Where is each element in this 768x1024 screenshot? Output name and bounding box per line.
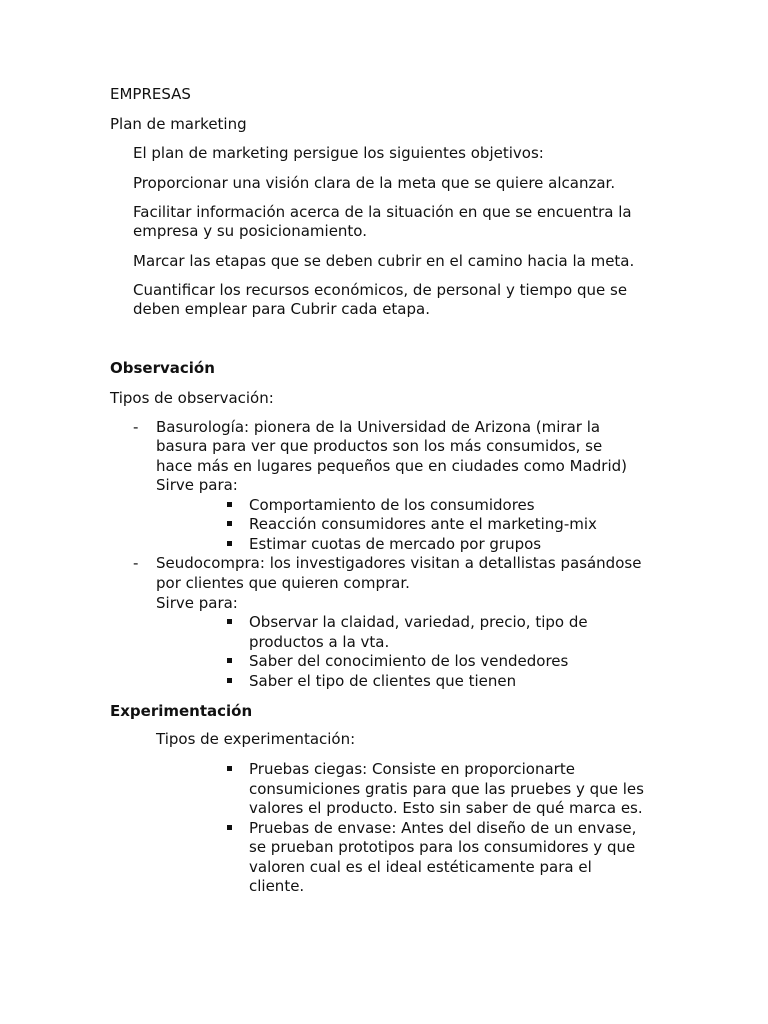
- observacion-heading: Observación: [110, 359, 215, 377]
- experimentacion-subheading: Tipos de experimentación:: [156, 730, 356, 748]
- bullet-line: valoren cual es el ideal estéticamente para el: [249, 858, 592, 876]
- observation-type-line: basura para ver que productos son los más consumidos, se: [156, 437, 603, 455]
- bullet-line: Comportamiento de los consumidores: [249, 496, 535, 514]
- objective-line: Facilitar información acerca de la situación en que se encuentra la: [133, 203, 632, 221]
- company-title: EMPRESAS: [110, 85, 191, 103]
- square-bullet-icon: [227, 658, 232, 663]
- dash-marker: -: [133, 418, 139, 436]
- observation-type-line: Basurología: pionera de la Universidad de Arizona (mirar la: [156, 418, 601, 436]
- bullet-line: Pruebas ciegas: Consiste en proporcionarte: [249, 760, 575, 778]
- experimentacion-heading: Experimentación: [110, 702, 253, 720]
- objective-line: Cuantificar los recursos económicos, de personal y tiempo que se: [133, 281, 628, 299]
- objective-line: Proporcionar una visión clara de la meta que se quiere alcanzar.: [133, 174, 616, 192]
- bullet-line: Saber el tipo de clientes que tienen: [249, 672, 517, 690]
- observacion-subheading: Tipos de observación:: [110, 389, 274, 407]
- square-bullet-icon: [227, 502, 232, 507]
- observation-type-line: Seudocompra: los investigadores visitan a detallistas pasándose: [156, 554, 642, 572]
- square-bullet-icon: [227, 619, 232, 624]
- bullet-line: Observar la claidad, variedad, precio, tipo de: [249, 613, 588, 631]
- square-bullet-icon: [227, 766, 232, 771]
- objectives-intro: El plan de marketing persigue los siguientes objetivos:: [133, 144, 544, 162]
- bullet-line: Saber del conocimiento de los vendedores: [249, 652, 569, 670]
- square-bullet-icon: [227, 521, 232, 526]
- plan-title: Plan de marketing: [110, 115, 247, 133]
- objective-line: deben emplear para Cubrir cada etapa.: [133, 300, 430, 318]
- observation-type-line: Sirve para:: [156, 594, 238, 612]
- bullet-line: consumiciones gratis para que las pruebes y que les: [249, 780, 644, 798]
- bullet-line: cliente.: [249, 877, 305, 895]
- dash-marker: -: [133, 554, 139, 572]
- observation-type-line: por clientes que quieren comprar.: [156, 574, 410, 592]
- bullet-line: valores el producto. Esto sin saber de qué marca es.: [249, 799, 643, 817]
- square-bullet-icon: [227, 541, 232, 546]
- bullet-line: productos a la vta.: [249, 633, 390, 651]
- objective-line: Marcar las etapas que se deben cubrir en el camino hacia la meta.: [133, 252, 635, 270]
- observation-type-line: hace más en lugares pequeños que en ciudades como Madrid): [156, 457, 627, 475]
- bullet-line: Pruebas de envase: Antes del diseño de un envase,: [249, 819, 637, 837]
- square-bullet-icon: [227, 825, 232, 830]
- bullet-line: se prueban prototipos para los consumidores y que: [249, 838, 636, 856]
- bullet-line: Reacción consumidores ante el marketing-mix: [249, 515, 597, 533]
- bullet-line: Estimar cuotas de mercado por grupos: [249, 535, 542, 553]
- observation-type-line: Sirve para:: [156, 476, 238, 494]
- objective-line: empresa y su posicionamiento.: [133, 222, 367, 240]
- square-bullet-icon: [227, 678, 232, 683]
